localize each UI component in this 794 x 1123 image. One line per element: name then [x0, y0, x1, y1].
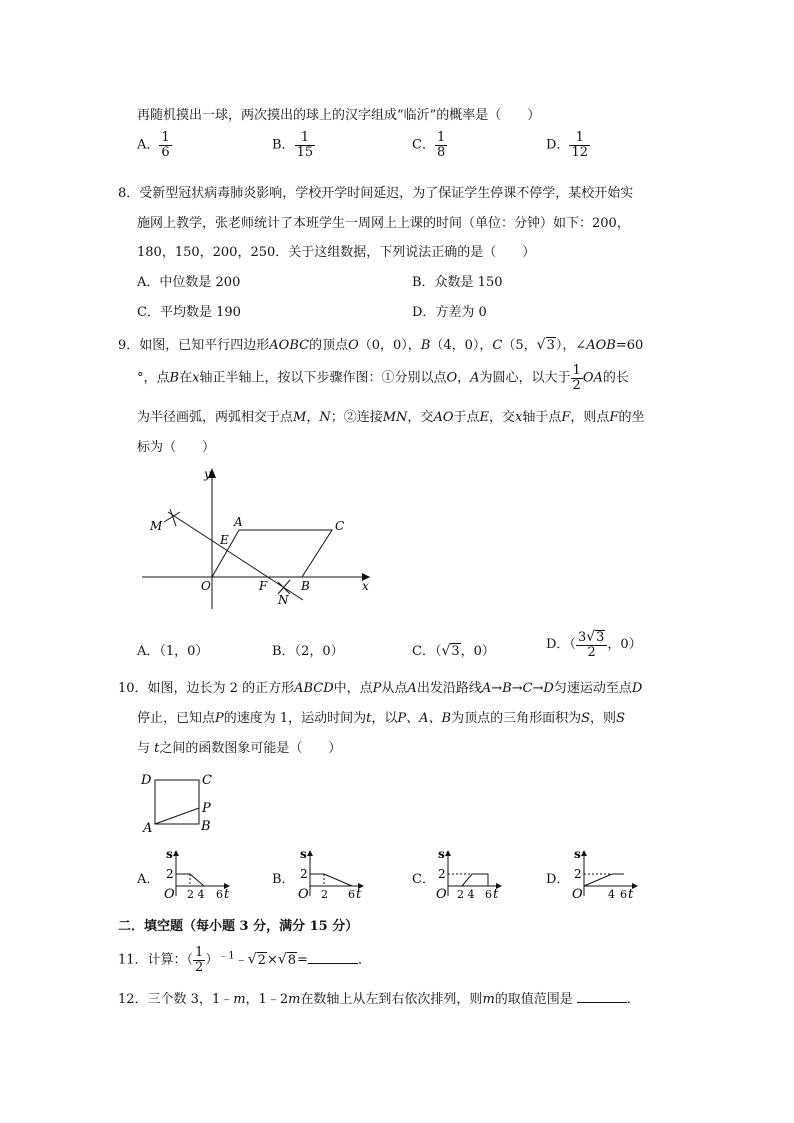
- fig-label-f: F: [259, 579, 268, 593]
- svg-text:s: s: [574, 847, 581, 861]
- q8-option-b: B．众数是 150: [412, 275, 503, 290]
- q10-option-d-label: D．: [546, 872, 570, 887]
- square: [155, 780, 199, 824]
- svg-text:2: 2: [321, 888, 328, 901]
- q10-graph-a: [158, 846, 234, 902]
- q12: 12．三个数 3，1﹣m，1﹣2m在数轴上从左到右依次排列，则m的取值范围是 ．: [118, 992, 640, 1007]
- q7-option-c: C． $\frac{1}{8}$: [412, 130, 446, 160]
- section-heading-fill-in: 二．填空题（每小题 3 分，满分 15 分）: [118, 919, 359, 934]
- q9-line-3: 为半径画弧，两弧相交于点M，N；②连接MN，交AO于点E，交x轴于点F，则点F的坐: [137, 410, 645, 425]
- q8-line-3: 180，150，200，250．关于这组数据，下列说法正确的是（ ）: [137, 245, 536, 260]
- segment-ap: [155, 808, 199, 824]
- fig-label-x: x: [362, 579, 369, 593]
- parallelogram: [212, 530, 332, 577]
- q10-graph-c: [430, 846, 506, 902]
- q9-option-c: C．（√3，0）: [412, 643, 495, 659]
- q10-option-c-label: C．: [412, 872, 435, 887]
- q7-option-b: B． $\frac{1}{15}$: [272, 130, 314, 160]
- svg-text:2 4: 2 4: [457, 888, 475, 901]
- fig-label-o: O: [201, 579, 211, 593]
- svg-text:6: 6: [620, 888, 627, 901]
- fig-label-n: N: [278, 593, 289, 607]
- svg-text:2: 2: [166, 867, 174, 881]
- q9-line-1: 9．如图，已知平行四边形AOBC的顶点O（0，0），B（4，0），C（5，√3），∠AOB=60: [118, 337, 644, 353]
- q7-option-d: D． $\frac{1}{12}$: [546, 130, 588, 160]
- svg-text:s: s: [166, 847, 173, 861]
- fig-label-b: B: [301, 579, 310, 593]
- q10-graph-b: [292, 846, 368, 902]
- q7-option-a: A． $\frac{1}{6}$: [137, 130, 170, 160]
- fig-label-d: D: [141, 773, 152, 788]
- svg-text:O: O: [164, 887, 175, 902]
- svg-text:2: 2: [574, 867, 582, 881]
- q10-graph-d: [566, 846, 642, 902]
- q10-line-3: 与 t之间的函数图象可能是（ ）: [137, 741, 342, 756]
- q9-option-d: D．（ $\frac{3√3}{2}$ ，0）: [546, 629, 642, 660]
- svg-text:O: O: [298, 887, 309, 902]
- q9-line-4: 标为（ ）: [137, 440, 216, 455]
- fig-label-a: A: [234, 515, 243, 529]
- svg-text:O: O: [572, 887, 583, 902]
- q10-line-1: 10．如图，边长为 2 的正方形ABCD中，点P从点A出发沿路线A→B→C→D匀速运动至点D: [118, 681, 643, 696]
- q8-option-a: A．中位数是 200: [137, 275, 241, 290]
- svg-text:2: 2: [438, 867, 446, 881]
- svg-text:6: 6: [216, 888, 223, 901]
- graph-line: [310, 874, 352, 886]
- q10-option-b-label: B．: [272, 872, 295, 887]
- graph-line: [584, 874, 624, 886]
- q10-square-figure: [140, 768, 220, 838]
- fig-label-a: A: [143, 821, 153, 836]
- q11-answer-blank[interactable]: [308, 952, 358, 964]
- svg-text:t: t: [493, 887, 499, 902]
- svg-text:t: t: [356, 887, 362, 902]
- q8-option-d: D．方差为 0: [412, 305, 487, 320]
- svg-text:6: 6: [485, 888, 492, 901]
- fig-label-c: C: [335, 519, 345, 533]
- fig-label-b: B: [201, 819, 211, 834]
- q12-answer-blank[interactable]: [577, 991, 627, 1003]
- q10-line-2: 停止，已知点P的速度为 1，运动时间为t，以P、A、B为顶点的三角形面积为S，则S: [137, 711, 625, 726]
- q8-option-c: C．平均数是 190: [137, 305, 241, 320]
- svg-text:t: t: [224, 887, 230, 902]
- graph-line: [462, 874, 488, 886]
- q9-option-a: A．（1，0）: [137, 644, 209, 659]
- fig-label-p: P: [202, 801, 211, 816]
- fig-label-m: M: [150, 519, 163, 533]
- svg-text:6: 6: [348, 888, 355, 901]
- svg-text:2 4: 2 4: [187, 888, 205, 901]
- q10-option-a-label: A．: [137, 872, 160, 887]
- q9-line-2: °，点B在x轴正半轴上，按以下步骤作图：①分别以点O，A为圆心，以大于 $\frac{1}{2}$ OA的长: [137, 363, 629, 393]
- fig-label-y: y: [204, 467, 211, 481]
- q11: 11．计算：（ $\frac{1}{2}$ ）$^{﹣1}$﹣√2×√8= ．: [118, 945, 371, 975]
- fig-label-c: C: [202, 773, 212, 788]
- q8-line-2: 施网上教学，张老师统计了本班学生一周网上上课的时间（单位：分钟）如下：200，: [137, 216, 630, 231]
- q9-option-b: B．（2，0）: [272, 644, 344, 659]
- svg-text:2: 2: [300, 867, 308, 881]
- svg-text:s: s: [438, 847, 445, 861]
- q7-continuation: 再随机摸出一球，两次摸出的球上的汉字组成“临沂”的概率是（ ）: [137, 108, 541, 123]
- svg-text:4: 4: [608, 888, 615, 901]
- svg-text:O: O: [436, 887, 447, 902]
- fig-label-e: E: [220, 533, 229, 547]
- q8-line-1: 8．受新型冠状病毒肺炎影响，学校开学时间延迟，为了保证学生停课不停学，某校开始实: [118, 186, 634, 201]
- svg-text:t: t: [628, 887, 634, 902]
- svg-text:s: s: [300, 847, 307, 861]
- q9-parallelogram-figure: [138, 462, 378, 612]
